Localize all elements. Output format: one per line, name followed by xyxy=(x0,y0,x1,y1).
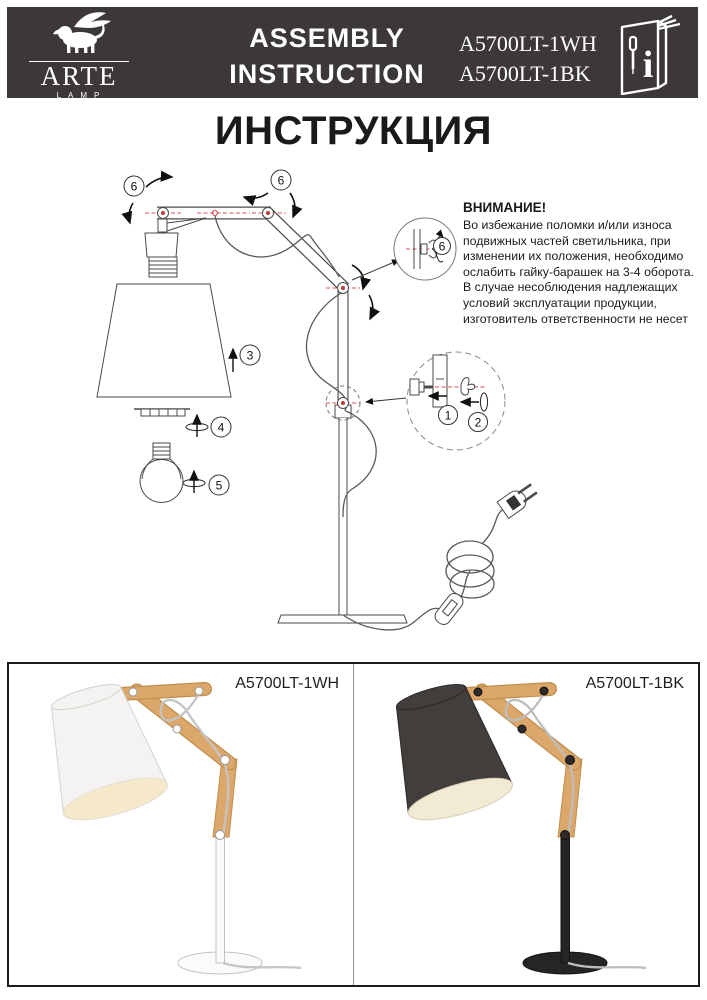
socket-threads xyxy=(149,257,177,277)
winged-lion-icon xyxy=(44,11,114,55)
callout-6c: 6 xyxy=(438,239,446,254)
product-label-white: A5700LT-1WH xyxy=(235,675,339,692)
detail-circle-wingnut xyxy=(352,218,456,280)
callout-2: 2 xyxy=(474,415,482,430)
product-panel-black xyxy=(353,664,698,985)
brand-name: ARTE xyxy=(40,61,118,91)
warning-line: В случае несоблюдения надлежащих xyxy=(463,280,678,295)
warning-line: ослабить гайку-барашек на 3-4 оборота. xyxy=(463,264,694,279)
page-title: ИНСТРУКЦИЯ xyxy=(214,109,493,153)
shade-ring xyxy=(134,409,190,416)
shade-assembly xyxy=(97,218,231,503)
product-photos xyxy=(7,662,700,987)
callout-6a: 6 xyxy=(130,179,138,194)
warning-line: подвижных частей светильника, при xyxy=(463,233,671,248)
white-lamp-photo xyxy=(9,667,353,985)
warning-line: условий эксплуатации продукции, xyxy=(463,295,657,310)
callout-1: 1 xyxy=(444,408,452,423)
sheet-title-line1: ASSEMBLY xyxy=(249,23,405,53)
black-lamp-photo xyxy=(354,667,698,985)
detail-circle-bolt xyxy=(366,352,505,450)
warning-line: Во избежание поломки и/или износа xyxy=(463,218,672,232)
light-bulb xyxy=(140,443,183,503)
brand-logo xyxy=(23,11,135,100)
power-plug xyxy=(497,480,540,518)
sheet-title xyxy=(202,20,452,92)
callout-4: 4 xyxy=(217,420,225,435)
booklet-screwdriver-info-icon xyxy=(602,13,688,95)
assembly-diagram xyxy=(0,163,707,658)
warning-line: изготовитель ответственности не несет xyxy=(463,311,688,326)
brand-subname: LAMP xyxy=(56,91,107,100)
callout-5: 5 xyxy=(215,478,223,493)
warning-line: изменении их положения, необходимо xyxy=(463,249,684,264)
model-numbers xyxy=(459,29,597,89)
callout-6b: 6 xyxy=(277,173,285,188)
product-label-black: A5700LT-1BK xyxy=(585,675,684,692)
sheet-title-line2: INSTRUCTION xyxy=(229,59,425,89)
lamp-base xyxy=(278,615,407,623)
lampshade-outline xyxy=(97,284,231,397)
model-number-black: A5700LT-1BK xyxy=(459,61,591,86)
info-glyph: i xyxy=(642,44,654,86)
product-panel-white xyxy=(9,664,353,985)
model-number-white: A5700LT-1WH xyxy=(459,31,597,56)
callout-3: 3 xyxy=(246,348,254,363)
header-bar xyxy=(7,7,698,98)
warning-heading: ВНИМАНИЕ! xyxy=(463,200,547,215)
